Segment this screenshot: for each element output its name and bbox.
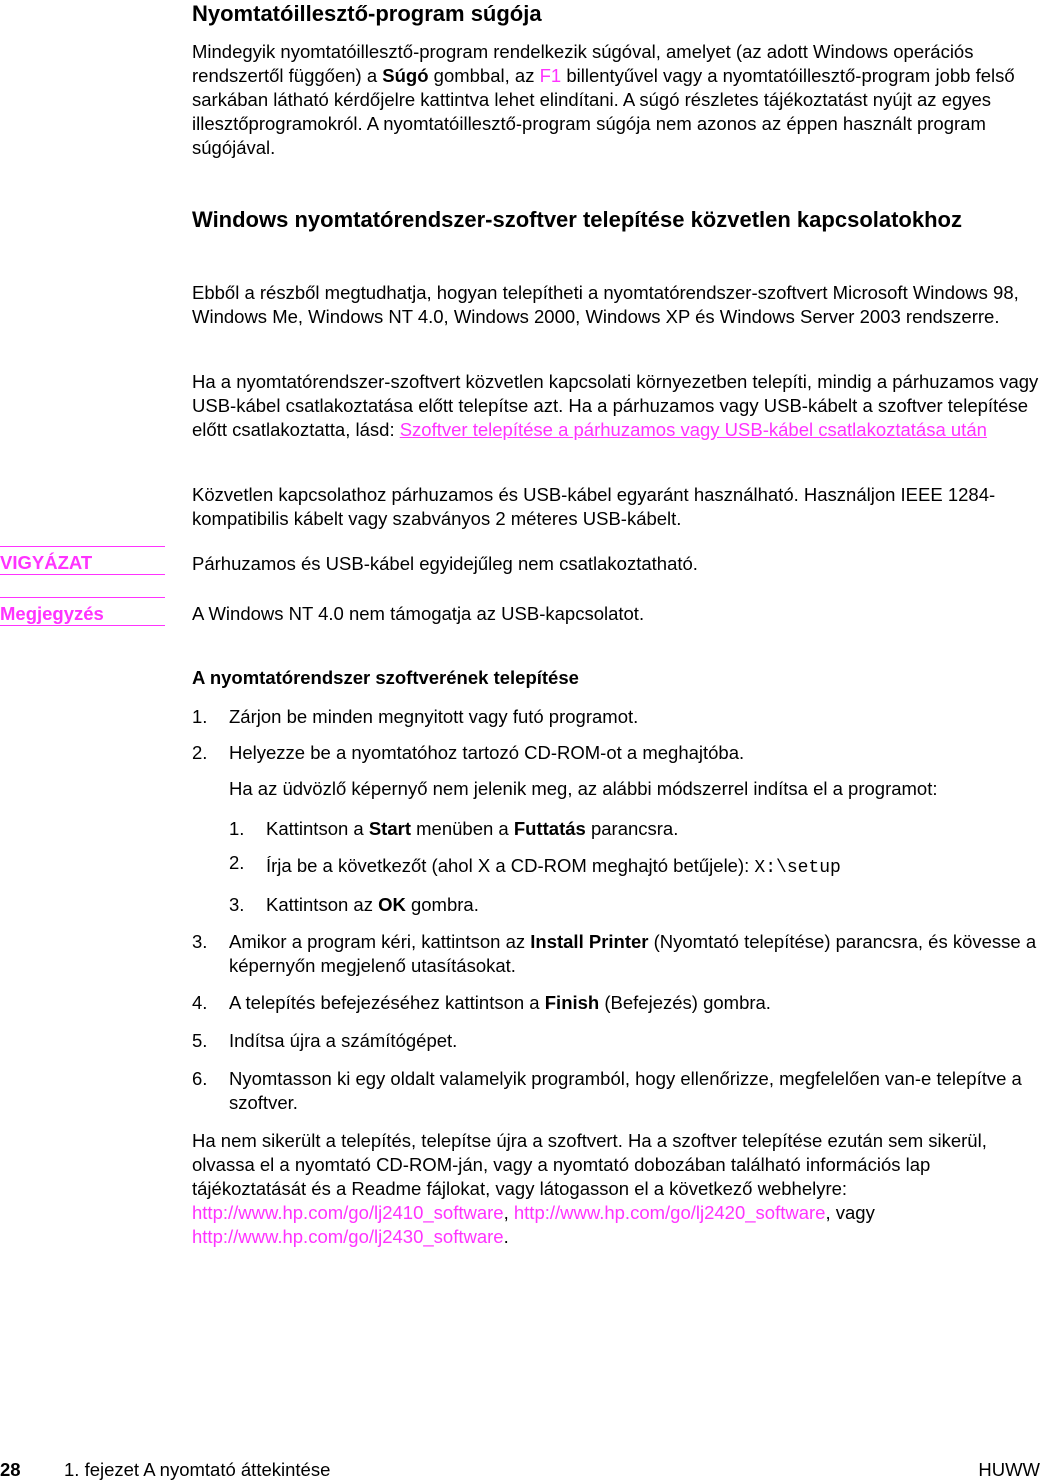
substep-number: 3. bbox=[229, 894, 245, 915]
note-text: A Windows NT 4.0 nem támogatja az USB-kapcsolatot. bbox=[192, 603, 645, 624]
install-steps-title: A nyomtatórendszer szoftverének telepítése bbox=[192, 667, 579, 688]
lj2430-software-link[interactable]: http://www.hp.com/go/lj2430_software bbox=[192, 1226, 504, 1247]
footer-chapter: 1. fejezet A nyomtató áttekintése bbox=[64, 1459, 331, 1480]
troubleshoot-paragraph: Ha nem sikerült a telepítés, telepítse újra a szoftvert. Ha a szoftver telepítése ezután sem sikerül, olvassa el a nyomtató CD-ROM-ján, vagy a nyomtató dobozában található információs lap tájékoztatását és a Readme fájlokat, vagy látogasson el a következő webhelyre: http://www.hp.com/go/lj2410_software, http://www.hp.com/go/lj2420_software, vagy http://www.hp.com/go/lj2430_software. bbox=[192, 1130, 987, 1247]
step-number: 4. bbox=[192, 992, 208, 1013]
driver-help-paragraph: Mindegyik nyomtatóillesztő-program rendelkezik súgóval, amelyet (az adott Windows operációs rendszertől függően) a Súgó gombbal, az F1 billentyűvel vagy a nyomtatóillesztő-program jobb felső sarkában látható kérdőjelre kattintva lehet elindítani. A súgó részletes tájékoztatást nyújt az egyes illesztőprogramokról. A nyomtatóillesztő-program súgója nem azonos az éppen használt program súgójával. bbox=[192, 41, 1015, 158]
note-label: Megjegyzés bbox=[0, 597, 165, 626]
step-number: 1. bbox=[192, 706, 208, 727]
f1-key-ref: F1 bbox=[539, 65, 562, 86]
step-4: A telepítés befejezéséhez kattintson a Finish (Befejezés) gombra. bbox=[229, 992, 771, 1013]
page-number: 28 bbox=[0, 1459, 21, 1480]
direct-install-para-2: Ha a nyomtatórendszer-szoftvert közvetlen kapcsolati környezetben telepíti, mindig a párhuzamos vagy USB-kábel csatlakoztatása előtt telepítse azt. Ha a párhuzamos vagy USB-kábelt a szoftver telepítése előtt csatlakoztatta, lásd: Szoftver telepítése a párhuzamos vagy USB-kábel csatlakoztatása után bbox=[192, 371, 1039, 440]
step-number: 3. bbox=[192, 931, 208, 952]
substep-1: Kattintson a Start menüben a Futtatás parancsra. bbox=[266, 818, 679, 839]
substep-number: 2. bbox=[229, 852, 245, 873]
lj2420-software-link[interactable]: http://www.hp.com/go/lj2420_software bbox=[513, 1202, 826, 1223]
caution-label: VIGYÁZAT bbox=[0, 546, 165, 575]
section-driver-help bbox=[192, 0, 1044, 28]
substep-3: Kattintson az OK gombra. bbox=[266, 894, 479, 915]
sugo-button-ref: Súgó bbox=[382, 65, 429, 86]
section-title-direct-install: Windows nyomtatórendszer-szoftver telepítése közvetlen kapcsolatokhoz bbox=[192, 207, 962, 232]
substep-2: Írja be a következőt (ahol X a CD-ROM meghajtó betűjele): X:\setup bbox=[266, 855, 841, 878]
section-direct-install bbox=[192, 205, 1044, 234]
direct-install-para-1: Ebből a részből megtudhatja, hogyan telepítheti a nyomtatórendszer-szoftvert Microsoft Windows 98, Windows Me, Windows NT 4.0, Windows 2000, Windows XP és Windows Server 2003 rendszerre. bbox=[192, 282, 1019, 327]
step-number: 5. bbox=[192, 1030, 208, 1051]
cable-after-install-link[interactable]: Szoftver telepítése a párhuzamos vagy USB-kábel csatlakoztatása után bbox=[399, 419, 987, 440]
step-5: Indítsa újra a számítógépet. bbox=[229, 1030, 458, 1051]
install-steps-section bbox=[192, 666, 1044, 690]
caution-text: Párhuzamos és USB-kábel egyidejűleg nem csatlakoztatható. bbox=[192, 553, 698, 574]
section-title-driver-help: Nyomtatóillesztő-program súgója bbox=[192, 1, 542, 26]
step-6: Nyomtasson ki egy oldalt valamelyik programból, hogy ellenőrizze, megfelelően van-e telepítve a szoftver. bbox=[229, 1068, 1022, 1113]
substep-number: 1. bbox=[229, 818, 245, 839]
step-1: Zárjon be minden megnyitott vagy futó programot. bbox=[229, 706, 639, 727]
step-2: Helyezze be a nyomtatóhoz tartozó CD-ROM-ot a meghajtóba. bbox=[229, 742, 745, 763]
direct-install-para-3: Közvetlen kapcsolathoz párhuzamos és USB-kábel egyaránt használható. Használjon IEEE 1284-kompatibilis kábelt vagy szabványos 2 méteres USB-kábelt. bbox=[192, 484, 996, 529]
lj2410-software-link[interactable]: http://www.hp.com/go/lj2410_software bbox=[192, 1202, 504, 1223]
step-number: 6. bbox=[192, 1068, 208, 1089]
step-2-note: Ha az üdvözlő képernyő nem jelenik meg, az alábbi módszerrel indítsa el a programot: bbox=[229, 778, 938, 799]
setup-command: X:\setup bbox=[754, 858, 841, 878]
step-number: 2. bbox=[192, 742, 208, 763]
footer-brand: HUWW bbox=[978, 1459, 1040, 1480]
step-3: Amikor a program kéri, kattintson az Install Printer (Nyomtató telepítése) parancsra, és kövesse a képernyőn megjelenő utasításokat. bbox=[229, 931, 1037, 976]
